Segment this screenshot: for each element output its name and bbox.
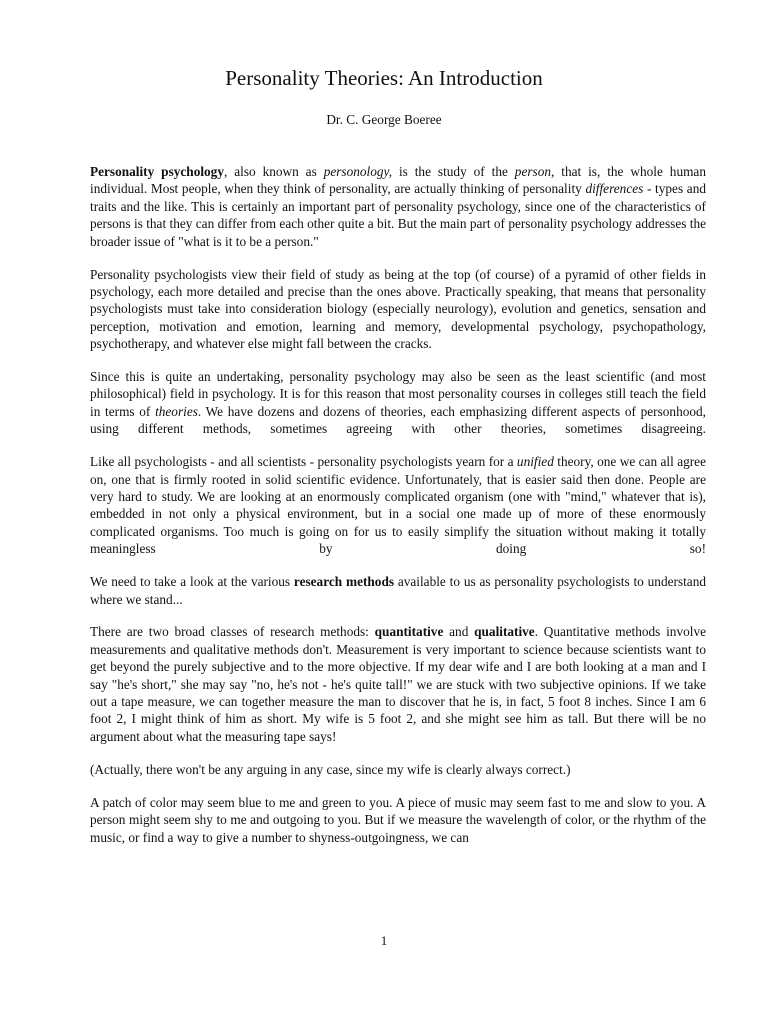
text-span: . We have dozens and dozens of theories, each emphasizing different aspects of personhood, using different methods, sometimes agreeing with other theories, sometimes disagreeing. xyxy=(90,403,707,437)
term-quantitative: quantitative xyxy=(374,624,444,640)
text-span: There are two broad classes of research methods: xyxy=(90,624,375,640)
text-span: , also known as xyxy=(223,164,324,179)
text-span: that is, the whole human individual. Most people, when they think of personality, are actually thinking of personality xyxy=(90,164,706,197)
term-theories: theories xyxy=(155,403,198,419)
paragraph-pyramid: Personality psychologists view their field of study as being at the top (of course) of a pyramid of other fields in psychology, each more detailed and precise than the ones above. Practically speaking, that means that personality psychologists must take into consideration biology (especially neurology), evolution and genetics, sensation and perception, motivation and emotion, learning and memory, developmental psychology, psychopathology, psychotherapy, and whatever else might fall between the cracks. xyxy=(90,266,706,352)
paragraph-measurement: A patch of color may seem blue to me and green to you. A piece of music may seem fast to me and slow to you. A person might seem shy to me and outgoing to you. But if we measure the wavelength of color, or the rhythm of the music, or find a way to give a number to shyness-outgoingness, we can xyxy=(90,794,706,845)
term-unified: unified xyxy=(516,454,554,470)
paragraph-aside: (Actually, there won't be any arguing in any case, since my wife is clearly always correct.) xyxy=(90,761,571,777)
document-body xyxy=(90,163,706,861)
term-research-methods: research methods xyxy=(293,574,395,590)
text-span: is the study of the xyxy=(392,164,515,179)
text-span: Like all psychologists - and all scientists - personality psychologists yearn for a xyxy=(90,454,517,470)
term-person: person, xyxy=(514,164,555,179)
term-personality-psychology: Personality psychology xyxy=(90,164,224,179)
text-span: We need to take a look at the various xyxy=(90,574,294,590)
text-span: - types and traits and the like. This is certainly an important part of personality psychology, since one of the characteristics of persons is that they can differ from each other quite a bit. But the main part of personality psychology addresses the broader issue of "what is it to be a person." xyxy=(90,181,706,249)
page-number: 1 xyxy=(380,933,388,948)
paragraph-unified-theory xyxy=(90,453,706,557)
text-span: and xyxy=(443,624,475,640)
document-author: Dr. C. George Boeree xyxy=(326,112,442,127)
text-span: theory, one we can all agree on, one that is firmly rooted in solid scientific evidence. Unfortunately, that is easier said then done. People are very hard to study. We are looking at an enormously complicated organism (one with "mind," whatever that is), embedded in not only a physical environment, but in a social one made up of more of these enormously complicated organisms. Too much is going on for us to easily simplify the situation without making it totally meaningless by doing so! xyxy=(90,454,706,557)
text-span: Since this is quite an undertaking, personality psychology may also be seen as the least scientific (and most philosophical) field in psychology. It is for this reason that most personality courses in colleges still teach the field in terms of xyxy=(90,369,706,419)
text-span: available to us as personality psychologists to understand where we stand... xyxy=(90,574,706,607)
paragraph-theories xyxy=(90,368,706,438)
paragraph-research-methods xyxy=(90,573,706,608)
text-span: . Quantitative methods involve measurements and qualitative methods don't. Measurement is very important to science because scientists want to get beyond the purely subjective and to the more objective. If my dear wife and I are both looking at a man and I say "he's short," she may say "no, he's not - he's quite tall!" we are stuck with two subjective opinions. If we take out a tape measure, we can together measure the man to discover that he is, in fact, 5 foot 8 inches. Since I am 6 foot 2, I might think of him as short. My wife is 5 foot 2, and she might see him as tall. But there will be no argument about what the measuring tape says! xyxy=(90,624,707,744)
paragraph-quantitative-qualitative xyxy=(90,623,706,745)
term-personology: personology, xyxy=(323,164,393,179)
document-title: Personality Theories: An Introduction xyxy=(225,66,543,90)
term-differences: differences xyxy=(585,181,644,197)
paragraph-intro xyxy=(90,163,706,250)
term-qualitative: qualitative xyxy=(474,624,535,640)
